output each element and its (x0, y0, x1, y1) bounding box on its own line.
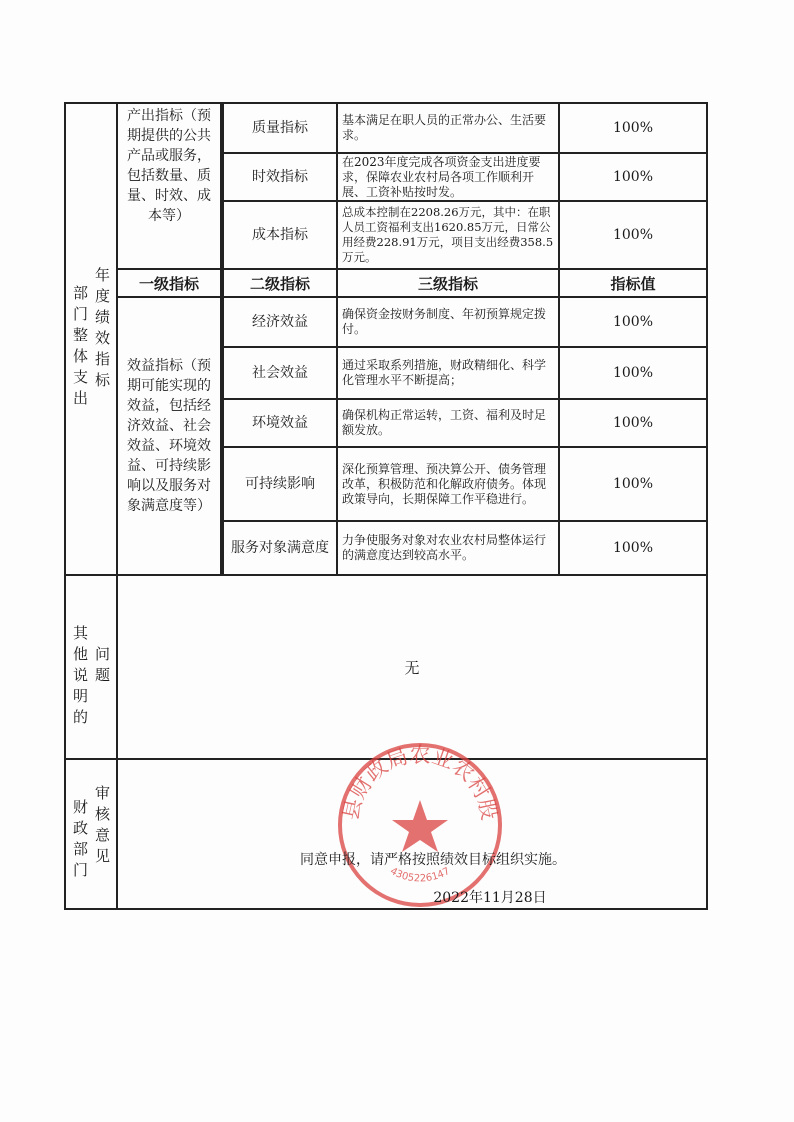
output-value-time: 100% (612, 169, 654, 185)
effect-level2-satisfaction: 服务对象满意度 (231, 540, 329, 556)
effect-level3-social: 通过采取系列措施，财政精细化、科学化管理水平不断提高； (342, 358, 547, 387)
effect-level3-environment: 确保机构正常运转，工资、福利及时足额发放。 (342, 408, 547, 437)
header-level1: 一级指标 (138, 274, 199, 293)
effect-indicator-label: 效益指标（预期可能实现的效益，包括经济效益、社会效益、环境效益、可持续影响以及服务对象满意度等） (127, 358, 211, 514)
output-level3-cost: 总成本控制在2208.26万元，其中：在职人员工资福利支出1620.85万元，日常公用经费228.91万元，项目支出经费358.5万元。 (342, 205, 554, 264)
finance-review-label (66, 760, 116, 908)
effect-value-sustainable: 100% (612, 476, 654, 492)
output-value-cost: 100% (612, 227, 654, 243)
effect-level2-economic: 经济效益 (252, 314, 308, 330)
output-indicator-label: 产出指标（预期提供的公共产品或服务，包括数量、质量、时效、成本等） (127, 108, 211, 224)
seal-star-icon (392, 800, 448, 852)
effect-value-satisfaction: 100% (612, 540, 654, 556)
rule-review-top (64, 758, 708, 760)
other-notes-content: 无 (404, 658, 420, 677)
output-level2-time: 时效指标 (252, 169, 308, 185)
output-value-quality: 100% (612, 120, 654, 136)
header-level3: 三级指标 (417, 274, 478, 293)
border-bottom (64, 908, 708, 910)
seal-ring (338, 742, 502, 905)
output-level3-quality: 基本满足在职人员的正常办公、生活要求。 (342, 113, 547, 142)
output-level3-time: 在2023年度完成各项资金支出进度要求，保障农业农村局各项工作顺利开展、工资补贴按时发。 (342, 154, 541, 199)
effect-value-economic: 100% (612, 314, 654, 330)
effect-level2-social: 社会效益 (252, 365, 308, 381)
other-notes-label (66, 576, 116, 758)
finance-review-label-b: 审核意见 (93, 785, 111, 869)
output-level2-quality: 质量指标 (252, 120, 308, 136)
other-notes-label-b: 问题 (93, 646, 111, 688)
section-label-line2: 年度绩效指标 (93, 267, 111, 393)
header-value: 指标值 (610, 274, 656, 293)
official-seal (335, 740, 505, 910)
finance-review-content: 同意申报，请严格按照绩效目标组织实施。 (300, 852, 566, 868)
seal-text: 县财政局农业农村股 (338, 742, 502, 823)
output-level2-cost: 成本指标 (252, 227, 308, 243)
effect-level2-environment: 环境效益 (252, 415, 308, 431)
seal-code: 4305226147 (388, 865, 452, 885)
effect-level3-satisfaction: 力争使服务对象对农业农村局整体运行的满意度达到较高水平。 (342, 533, 547, 562)
effect-value-environment: 100% (612, 415, 654, 431)
effect-value-social: 100% (612, 365, 654, 381)
section-label (66, 104, 116, 574)
header-level2: 二级指标 (249, 274, 310, 293)
finance-review-label-a: 财政部门 (71, 799, 89, 883)
effect-level3-economic: 确保资金按财务制度、年初预算规定拨付。 (342, 307, 547, 336)
section-label-line1: 部门整体支出 (71, 285, 89, 411)
border-right (706, 102, 708, 910)
finance-review-date: 2022年11月28日 (433, 890, 547, 906)
other-notes-label-a: 其他说明的 (71, 624, 89, 730)
effect-level2-sustainable: 可持续影响 (245, 476, 315, 492)
effect-level3-sustainable: 深化预算管理、预决算公开、债务管理改革，积极防范和化解政府债务。体现政策导向，长期保障工作平稳进行。 (342, 461, 547, 506)
